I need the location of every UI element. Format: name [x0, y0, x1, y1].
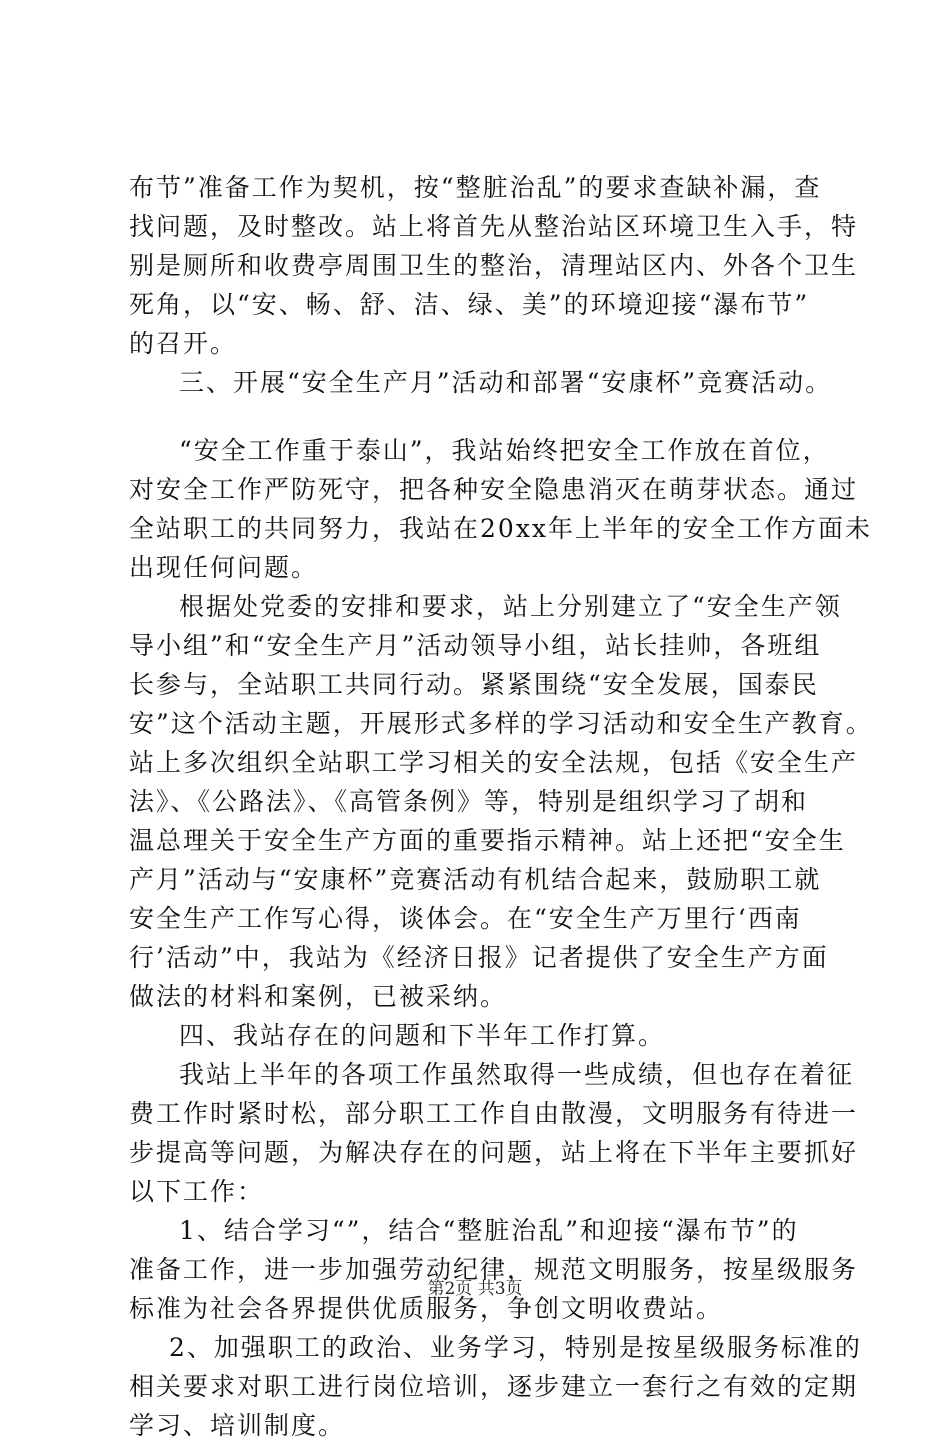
text-line: 费工作时紧时松，部分职工工作自由散漫，文明服务有待进一 — [129, 1099, 859, 1128]
text-line: 准备工作，进一步加强劳动纪律，规范文明服务，按星级服务 — [129, 1255, 859, 1284]
text-line: 行’活动”中，我站为《经济日报》记者提供了安全生产方面 — [129, 943, 829, 972]
text-line: 找问题，及时整改。站上将首先从整治站区环境卫生入手，特 — [129, 212, 859, 241]
text-line: 步提高等问题，为解决存在的问题，站上将在下半年主要抓好 — [129, 1138, 859, 1167]
text-line: 学习、培训制度。 — [129, 1411, 346, 1440]
text-line: 长参与，全站职工共同行动。紧紧围绕“安全发展，国泰民 — [129, 670, 819, 699]
section-heading-4: 四、我站存在的问题和下半年工作打算。 — [179, 1021, 666, 1050]
text-line: 以下工作： — [129, 1177, 265, 1206]
page-number-footer: 第2页 共3页 — [427, 1279, 523, 1299]
section-heading-3: 三、开展“安全生产月”活动和部署“安康杯”竞赛活动。 — [179, 368, 833, 397]
text-line: 的召开。 — [129, 329, 238, 358]
text-line: 标准为社会各界提供优质服务，争创文明收费站。 — [129, 1294, 724, 1323]
text-line: 死角，以“安、畅、舒、洁、绿、美”的环境迎接“瀑布节” — [129, 290, 810, 319]
text-line: 根据处党委的安排和要求，站上分别建立了“安全生产领 — [179, 592, 842, 621]
text-line: 别是厕所和收费亭周围卫生的整治，清理站区内、外各个卫生 — [129, 251, 859, 280]
list-item-1: 1、结合学习“”，结合“整脏治乱”和迎接“瀑布节”的 — [179, 1216, 799, 1245]
text-line: 相关要求对职工进行岗位培训，逐步建立一套行之有效的定期 — [129, 1372, 859, 1401]
text-line: 对安全工作严防死守，把各种安全隐患消灭在萌芽状态。通过 — [129, 475, 859, 504]
list-item-2: 2、加强职工的政治、业务学习，特别是按星级服务标准的 — [169, 1333, 862, 1362]
text-line: 全站职工的共同努力，我站在20xx年上半年的安全工作方面未 — [129, 514, 873, 543]
document-body — [129, 168, 873, 1445]
text-line: 安全生产工作写心得，谈体会。在“安全生产万里行‘西南 — [129, 904, 802, 933]
paragraph-gap — [129, 402, 829, 431]
text-line: 站上多次组织全站职工学习相关的安全法规，包括《安全生产 — [129, 748, 859, 777]
text-line: 法》、《公路法》、《高管条例》等，特别是组织学习了胡和 — [129, 787, 809, 816]
text-line: 导小组”和“安全生产月”活动领导小组，站长挂帅，各班组 — [129, 631, 822, 660]
text-line: 温总理关于安全生产方面的重要指示精神。站上还把“安全生 — [129, 826, 846, 855]
text-line: 产月”活动与“安康杯”竞赛活动有机结合起来，鼓励职工就 — [129, 865, 822, 894]
text-line: 布节”准备工作为契机，按“整脏治乱”的要求查缺补漏，查 — [129, 173, 822, 202]
text-line: 我站上半年的各项工作虽然取得一些成绩，但也存在着征 — [179, 1060, 855, 1089]
text-line: 做法的材料和案例，已被采纳。 — [129, 982, 508, 1011]
text-line: 安”这个活动主题，开展形式多样的学习活动和安全生产教育。 — [129, 709, 873, 738]
text-line: “安全工作重于泰山”，我站始终把安全工作放在首位， — [179, 436, 830, 465]
text-line: 出现任何问题。 — [129, 553, 319, 582]
